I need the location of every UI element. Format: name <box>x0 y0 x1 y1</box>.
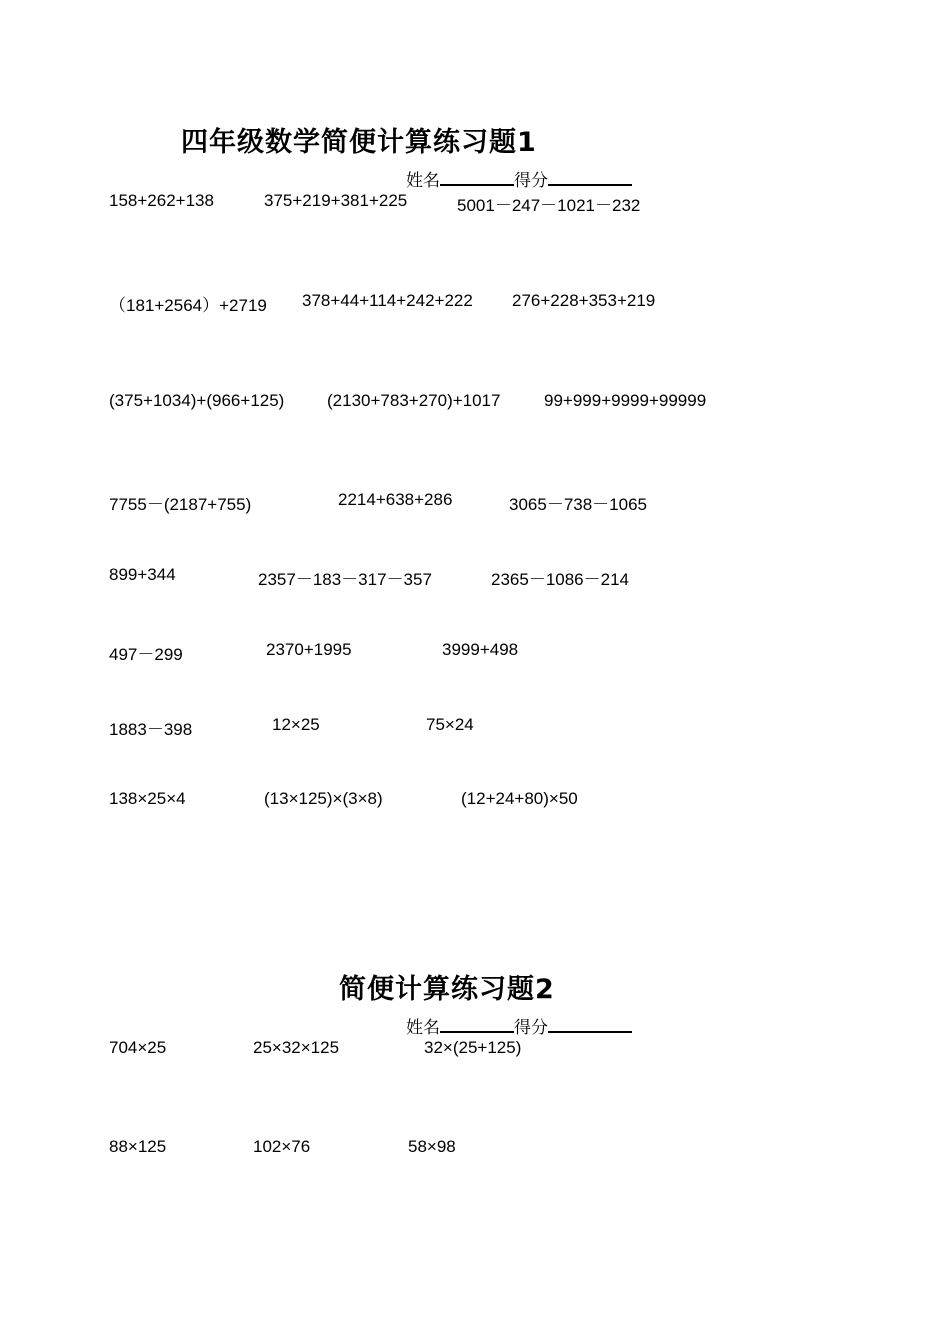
problem: 102×76 <box>253 1137 311 1156</box>
problem: 88×125 <box>109 1137 167 1156</box>
problem: 704×25 <box>109 1038 167 1057</box>
problem: 5001－247－1021－232 <box>457 196 641 215</box>
problem: 3999+498 <box>442 640 519 659</box>
problem: 378+44+114+242+222 <box>302 291 473 310</box>
problem: (13×125)×(3×8) <box>264 789 383 808</box>
problem: （181+2564）+2719 <box>109 296 267 315</box>
score-blank[interactable] <box>548 170 632 186</box>
score-label: 得分 <box>514 171 548 191</box>
problem: 3065－738－1065 <box>509 495 648 514</box>
problem: 32×(25+125) <box>424 1038 522 1057</box>
problem: 158+262+138 <box>109 191 214 210</box>
problem: 1883－398 <box>109 720 193 739</box>
score-blank[interactable] <box>548 1017 632 1033</box>
name-label: 姓名 <box>406 171 440 191</box>
problem: 2357－183－317－357 <box>258 570 432 589</box>
score-label: 得分 <box>514 1018 548 1038</box>
problem: 375+219+381+225 <box>264 191 408 210</box>
problem: 7755－(2187+755) <box>109 495 252 514</box>
problem: 2214+638+286 <box>338 490 453 509</box>
problem: 138×25×4 <box>109 789 186 808</box>
name-blank[interactable] <box>440 170 514 186</box>
problem: (2130+783+270)+1017 <box>327 391 501 410</box>
section2-title: 简便计算练习题2 <box>339 974 555 1005</box>
section1-title: 四年级数学简便计算练习题1 <box>181 127 537 158</box>
problem: (375+1034)+(966+125) <box>109 391 285 410</box>
section1-info-line <box>406 166 632 191</box>
problem: 899+344 <box>109 565 176 584</box>
problem: 276+228+353+219 <box>512 291 656 310</box>
problem: 12×25 <box>272 715 320 734</box>
problem: 99+999+9999+99999 <box>544 391 707 410</box>
problem: 2365－1086－214 <box>491 570 630 589</box>
problem: 58×98 <box>408 1137 456 1156</box>
problem: 497－299 <box>109 645 183 664</box>
name-blank[interactable] <box>440 1017 514 1033</box>
problem: (12+24+80)×50 <box>461 789 578 808</box>
name-label: 姓名 <box>406 1018 440 1038</box>
problem: 75×24 <box>426 715 474 734</box>
problem: 2370+1995 <box>266 640 352 659</box>
section2-info-line <box>406 1013 632 1038</box>
problem: 25×32×125 <box>253 1038 340 1057</box>
